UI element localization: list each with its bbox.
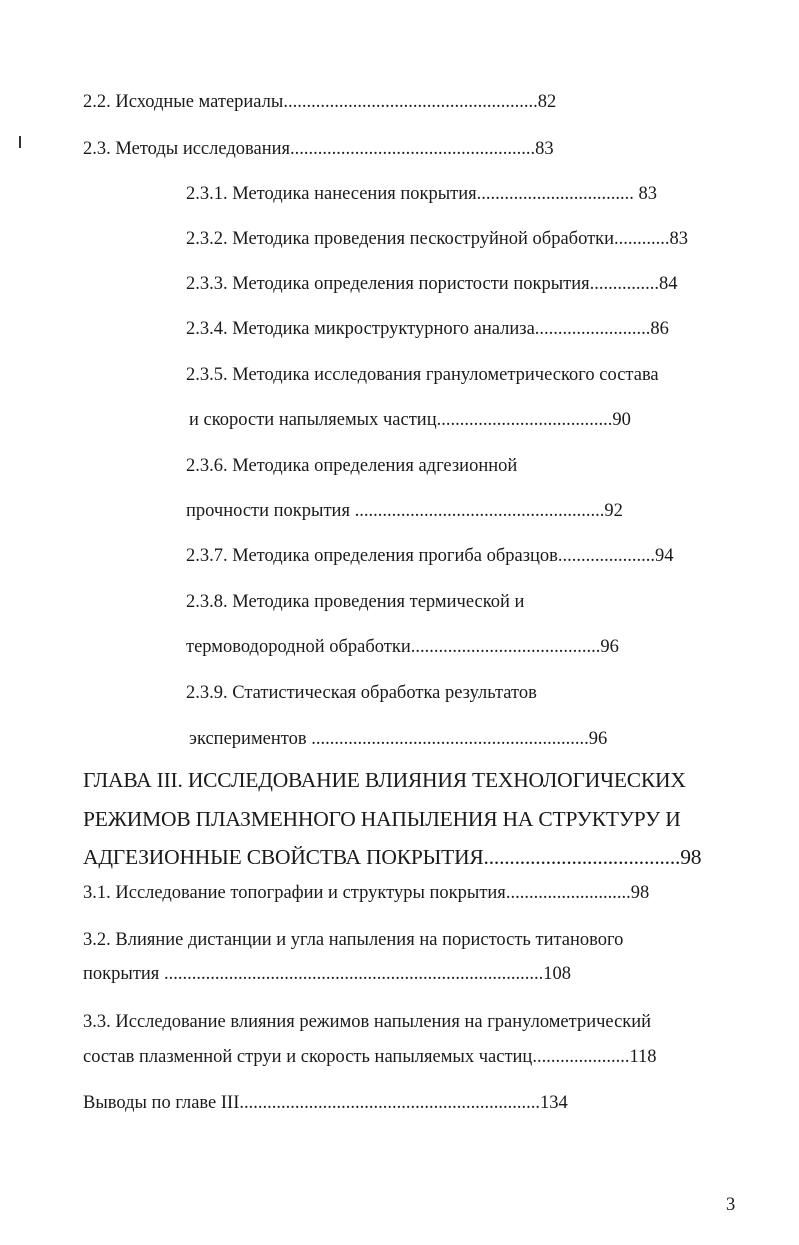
- toc-entry: 3.1. Исследование топографии и структуры покрытия...........................98: [83, 883, 650, 903]
- scan-mark: [19, 136, 21, 148]
- toc-entry: состав плазменной струи и скорость напыляемых частиц.....................118: [83, 1047, 657, 1067]
- toc-entry: 2.3.9. Статистическая обработка результатов: [186, 683, 537, 703]
- toc-entry: 2.3.6. Методика определения адгезионной: [186, 456, 518, 476]
- toc-entry: 2.3.2. Методика проведения пескоструйной обработки............83: [186, 229, 689, 249]
- toc-entry: 2.2. Исходные материалы.......................................................82: [83, 92, 557, 112]
- toc-entry: 2.3.4. Методика микроструктурного анализа.........................86: [186, 319, 669, 339]
- toc-entry: 2.3. Методы исследования.....................................................83: [83, 139, 554, 159]
- toc-entry: прочности покрытия ......................................................92: [186, 501, 623, 521]
- chapter-heading: ГЛАВА III. ИССЛЕДОВАНИЕ ВЛИЯНИЯ ТЕХНОЛОГИЧЕСКИХ: [83, 768, 686, 792]
- chapter-heading: РЕЖИМОВ ПЛАЗМЕННОГО НАПЫЛЕНИЯ НА СТРУКТУРУ И: [83, 807, 681, 831]
- toc-entry: 2.3.3. Методика определения пористости покрытия...............84: [186, 274, 678, 294]
- page-number: 3: [726, 1195, 736, 1215]
- toc-entry: термоводородной обработки.........................................96: [186, 637, 619, 657]
- toc-entry: покрытия ..................................................................................108: [83, 964, 571, 984]
- toc-entry: 2.3.7. Методика определения прогиба образцов.....................94: [186, 546, 674, 566]
- toc-entry: 3.2. Влияние дистанции и угла напыления на пористость титанового: [83, 930, 624, 950]
- toc-entry: 2.3.5. Методика исследования гранулометрического состава: [186, 365, 659, 385]
- toc-entry: 2.3.1. Методика нанесения покрытия.................................. 83: [186, 184, 658, 204]
- toc-entry: Выводы по главе III.................................................................134: [83, 1093, 568, 1113]
- chapter-heading: АДГЕЗИОННЫЕ СВОЙСТВА ПОКРЫТИЯ......................................98: [83, 845, 702, 869]
- toc-entry: экспериментов ............................................................96: [189, 729, 608, 749]
- toc-entry: и скорости напыляемых частиц......................................90: [189, 410, 631, 430]
- toc-entry: 2.3.8. Методика проведения термической и: [186, 592, 525, 612]
- toc-entry: 3.3. Исследование влияния режимов напыления на гранулометрический: [83, 1012, 652, 1032]
